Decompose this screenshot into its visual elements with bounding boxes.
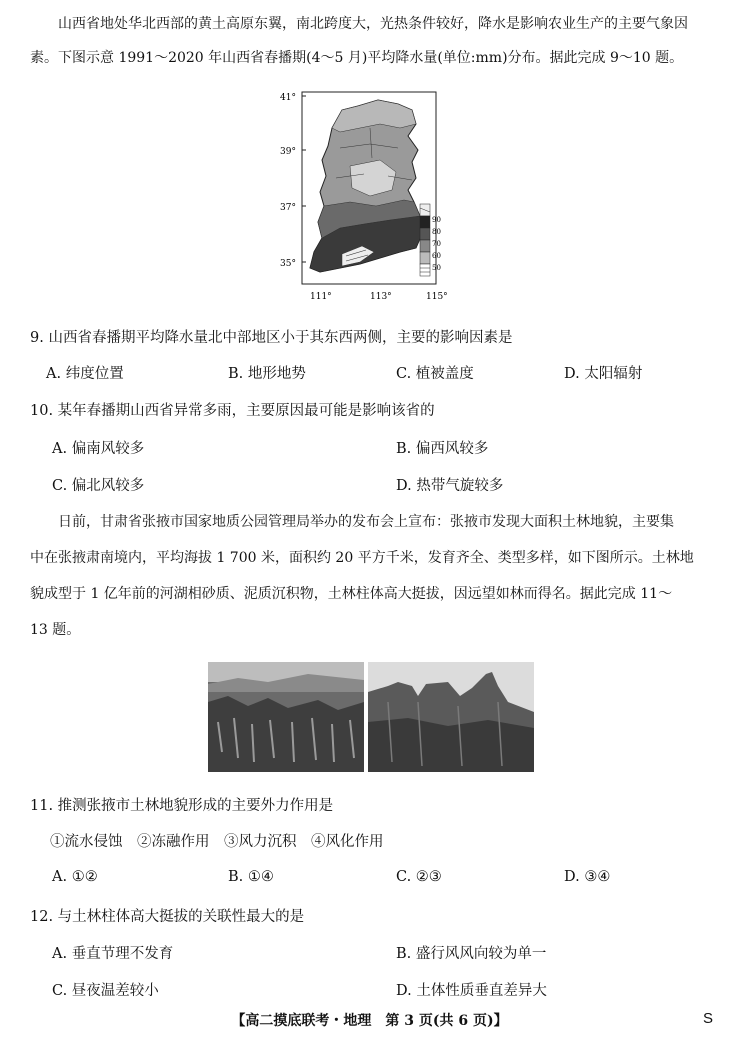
landform-photo-left [208,662,364,772]
lon-label: 111° [310,292,332,302]
intro2-line1: 日前，甘肃省张掖市国家地质公园管理局举办的发布会上宣布：张掖市发现大面积土林地貌，主要集 [58,514,674,530]
page-footer: 【高二摸底联考・地理 第 3 页(共 6 页)】 [231,1013,508,1029]
lon-label: 115° [426,292,448,302]
q11-option-a: A. ①② [52,869,98,885]
q12-option-a: A. 垂直节理不发育 [52,946,174,962]
legend-label: 90 [432,216,441,224]
q12-option-b: B. 盛行风风向较为单一 [396,946,547,962]
legend-label: 60 [432,252,441,260]
lat-label: 35° [280,259,296,269]
map-legend [420,204,441,276]
q12-option-c: C. 昼夜温差较小 [52,983,159,999]
q10-stem: 10. 某年春播期山西省异常多雨，主要原因最可能是影响该省的 [30,403,435,419]
intro2-line3: 貌成型于 1 亿年前的河湖相砂质、泥质沉积物，土林柱体高大挺拔，因远望如林而得名。据此完成 11～ [30,586,673,602]
intro2-line4: 13 题。 [30,622,81,638]
q11-option-b: B. ①④ [228,869,274,885]
lat-label: 37° [280,203,296,213]
precipitation-map [280,88,460,304]
intro1-line2: 素。下图示意 1991～2020 年山西省春播期(4～5 月)平均降水量(单位:mm)分布。据此完成 9～10 题。 [30,50,684,66]
q11-option-c: C. ②③ [396,869,442,885]
q9-option-b: B. 地形地势 [228,366,306,382]
q11-items: ①流水侵蚀 ②冻融作用 ③风力沉积 ④风化作用 [50,834,384,850]
q11-stem: 11. 推测张掖市土林地貌形成的主要外力作用是 [30,798,334,814]
intro2-line2: 中在张掖肃南境内，平均海拔 1 700 米，面积约 20 平方千米，发育齐全、类型多样，如下图所示。土林地 [30,550,694,566]
q9-option-c: C. 植被盖度 [396,366,474,382]
lat-label: 39° [280,147,296,157]
footer-mark: S [702,1010,713,1027]
q10-option-b: B. 偏西风较多 [396,441,489,457]
q12-option-d: D. 土体性质垂直差异大 [396,983,547,999]
legend-label: 50 [432,264,441,272]
q9-option-d: D. 太阳辐射 [564,366,643,382]
q9-stem: 9. 山西省春播期平均降水量北中部地区小于其东西两侧，主要的影响因素是 [30,330,513,346]
legend-label: 70 [432,240,441,248]
lat-label: 41° [280,93,296,103]
intro1-line1: 山西省地处华北西部的黄土高原东翼，南北跨度大，光热条件较好，降水是影响农业生产的主要气象因 [58,16,688,32]
q10-option-c: C. 偏北风较多 [52,478,145,494]
landform-photo-right [368,662,534,772]
shanxi-map-svg [280,88,460,304]
q10-option-d: D. 热带气旋较多 [396,478,504,494]
legend-label: 80 [432,228,441,236]
q9-option-a: A. 纬度位置 [46,366,124,382]
q10-option-a: A. 偏南风较多 [52,441,145,457]
lon-label: 113° [370,292,392,302]
q12-stem: 12. 与土林柱体高大挺拔的关联性最大的是 [30,909,305,925]
q11-option-d: D. ③④ [564,869,611,885]
